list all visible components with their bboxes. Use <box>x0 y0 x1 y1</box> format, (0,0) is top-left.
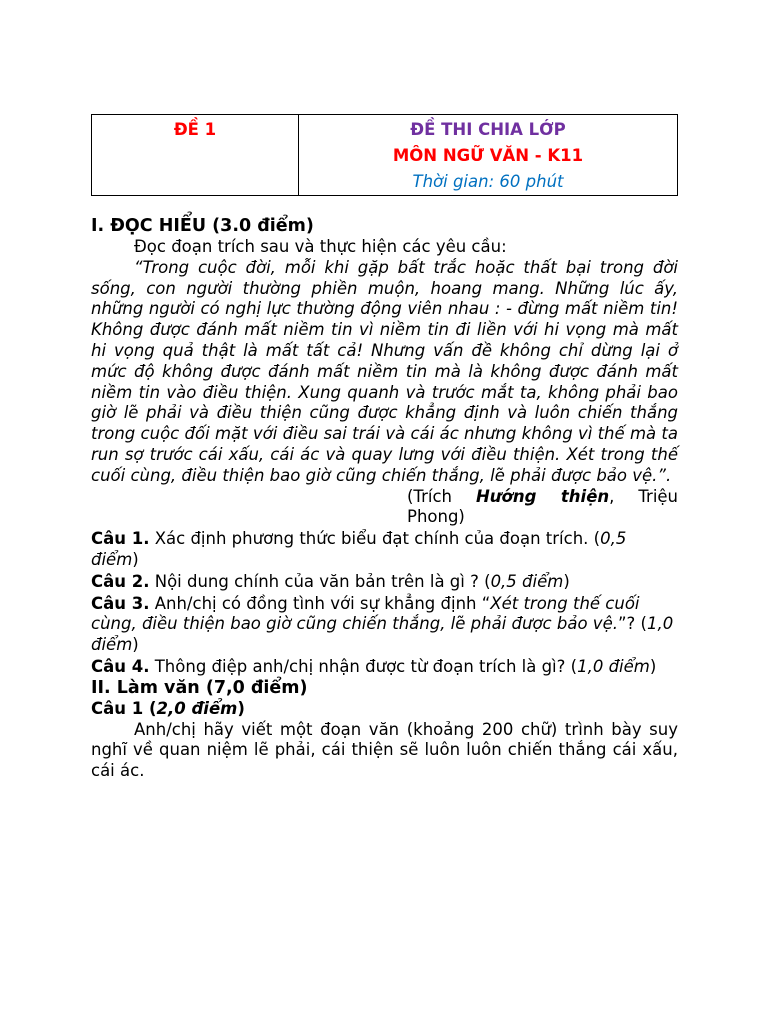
question-close: ) <box>563 571 570 591</box>
exam-header-table <box>91 114 678 196</box>
question-text-2: ”? ( <box>617 614 647 634</box>
question-label: Câu 1. <box>91 529 150 549</box>
question-score: 1,0 điểm <box>577 656 650 676</box>
writing-question-1 <box>91 699 678 720</box>
question-4 <box>91 657 678 678</box>
writing-q1-close: ) <box>237 698 245 718</box>
question-text: Nội dung chính của văn bản trên là gì ? ( <box>149 571 491 591</box>
question-score: 0,5 điểm <box>490 571 564 591</box>
question-2 <box>91 572 678 593</box>
question-1 <box>91 529 678 571</box>
reading-instruction: Đọc đoạn trích sau và thực hiện các yêu cầu: <box>134 237 507 256</box>
question-label: Câu 2. <box>91 571 150 591</box>
question-quote: Xét trong thế cuối cùng, điều thiện bao giờ cũng chiến thắng, lẽ phải được bảo vệ. <box>91 593 640 634</box>
passage-source <box>407 487 678 508</box>
question-close: ) <box>132 635 139 655</box>
question-label: Câu 4. <box>91 656 150 676</box>
exam-title: ĐỀ THI CHIA LỚP <box>410 120 566 139</box>
section2-heading: II. Làm văn (7,0 điểm) <box>91 677 308 698</box>
writing-q1-prompt: Anh/chị hãy viết một đoạn văn (khoảng 200 chữ) trình bày suy nghĩ về quan niệm lẽ phải, cái thiện sẽ luôn luôn chiến thắng cái xấu, cái ác. <box>91 719 678 781</box>
writing-q1-label: Câu 1 ( <box>91 698 157 718</box>
source-title: Hướng thiện <box>475 486 610 506</box>
exam-code: ĐỀ 1 <box>173 120 217 139</box>
source-author: , Triệu <box>609 486 679 506</box>
question-close: ) <box>132 549 139 569</box>
reading-passage: “Trong cuộc đời, mỗi khi gặp bất trắc hoặc thất bại trong đời sống, con người thường phiền muộn, hoang mang. Những lúc ấy, những người có nghị lực thường động viên nhau : - đừng mất niềm tin! Không được đánh mất niềm tin vì niềm tin đi liền với hi vọng mà mất hi vọng quả thật là mất tất cả! Nhưng vấn đề không chỉ dừng lại ở mức độ không được đánh mất niềm tin mà là không được đánh mất niềm tin vào điều thiện. Xung quanh và trước mắt ta, không phải bao giờ lẽ phải và điều thiện cũng được khẳng định và luôn chiến thắng trong cuộc đối mặt với điều sai trái và cái ác nhưng không vì thế mà ta run sợ trước cái xấu, cái ác và quay lưng với điều thiện. Xét trong thế cuối cùng, điều thiện bao giờ cũng chiến thắng, lẽ phải được bảo vệ.”. <box>91 257 678 485</box>
question-label: Câu 3. <box>91 593 150 613</box>
question-text: Thông điệp anh/chị nhận được từ đoạn trích là gì? ( <box>149 656 578 676</box>
question-3 <box>91 594 678 656</box>
question-score: 1,0 điểm <box>91 614 674 655</box>
exam-subject: MÔN NGỮ VĂN - K11 <box>392 146 584 165</box>
exam-code-cell <box>92 115 299 196</box>
section1-heading: I. ĐỌC HIỂU (3.0 điểm) <box>91 216 314 236</box>
question-close: ) <box>649 656 657 676</box>
question-text: Xác định phương thức biểu đạt chính của đoạn trích. ( <box>149 529 601 549</box>
writing-q1-score: 2,0 điểm <box>156 698 238 718</box>
exam-time: Thời gian: 60 phút <box>412 172 564 191</box>
source-prefix: (Trích <box>407 486 476 506</box>
question-score: 0,5 điểm <box>91 529 627 569</box>
exam-page <box>91 114 678 782</box>
exam-title-cell <box>299 115 678 196</box>
question-text: Anh/chị có đồng tình với sự khẳng định “ <box>149 593 491 613</box>
passage-source-end: Phong) <box>407 507 465 527</box>
